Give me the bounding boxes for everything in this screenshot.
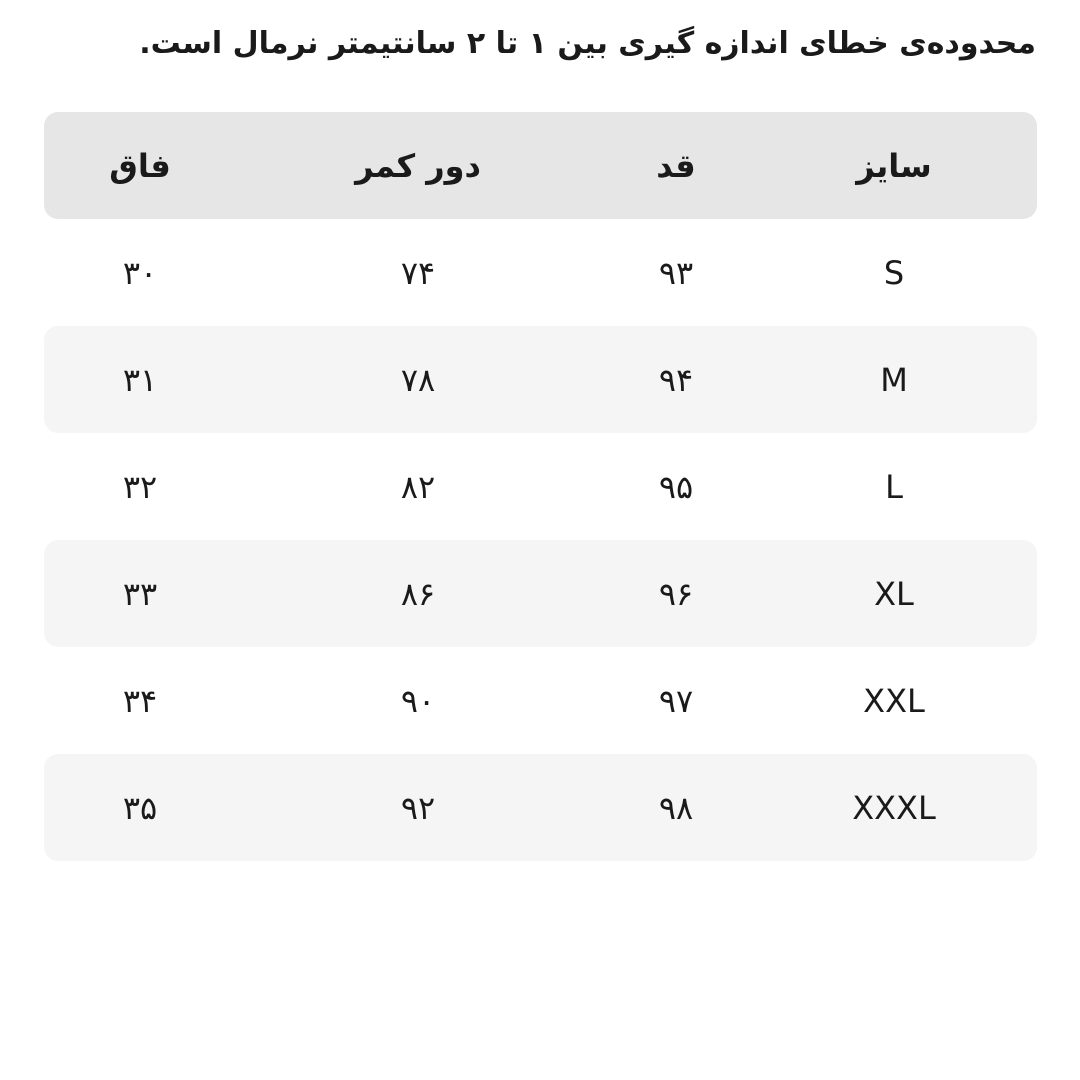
cell-length: ۹۴ [658,360,694,399]
table-row [44,433,1037,540]
cell-length: ۹۸ [658,788,694,827]
cell-size: L [885,467,903,506]
cell-rise: ۳۱ [122,360,158,399]
cell-rise: ۳۴ [122,681,158,720]
cell-waist: ۸۲ [400,467,436,506]
header-size: سایز [856,146,932,185]
header-waist: دور کمر [355,146,481,185]
cell-waist: ۷۸ [400,360,436,399]
cell-length: ۹۶ [658,574,694,613]
header-rise: فاق [109,146,171,185]
cell-size: XXXL [852,788,936,827]
cell-waist: ۹۲ [400,788,436,827]
cell-rise: ۳۰ [122,253,158,292]
cell-length: ۹۷ [658,681,694,720]
table-row [44,326,1037,433]
cell-length: ۹۳ [658,253,694,292]
measurement-error-note: محدوده‌ی خطای اندازه گیری بین ۱ تا ۲ سانتیمتر نرمال است. [139,26,1036,61]
cell-waist: ۸۶ [400,574,436,613]
table-row [44,540,1037,647]
size-table [44,112,1037,861]
cell-size: S [883,253,905,292]
table-row [44,754,1037,861]
cell-waist: ۷۴ [400,253,436,292]
cell-waist: ۹۰ [400,681,436,720]
table-header-row [44,112,1037,219]
cell-length: ۹۵ [658,467,694,506]
table-row [44,219,1037,326]
cell-size: M [880,360,908,399]
cell-size: XXL [863,681,925,720]
cell-rise: ۳۳ [122,574,158,613]
cell-size: XL [874,574,914,613]
cell-rise: ۳۵ [122,788,158,827]
header-length: قد [656,146,696,185]
table-row [44,647,1037,754]
cell-rise: ۳۲ [122,467,158,506]
